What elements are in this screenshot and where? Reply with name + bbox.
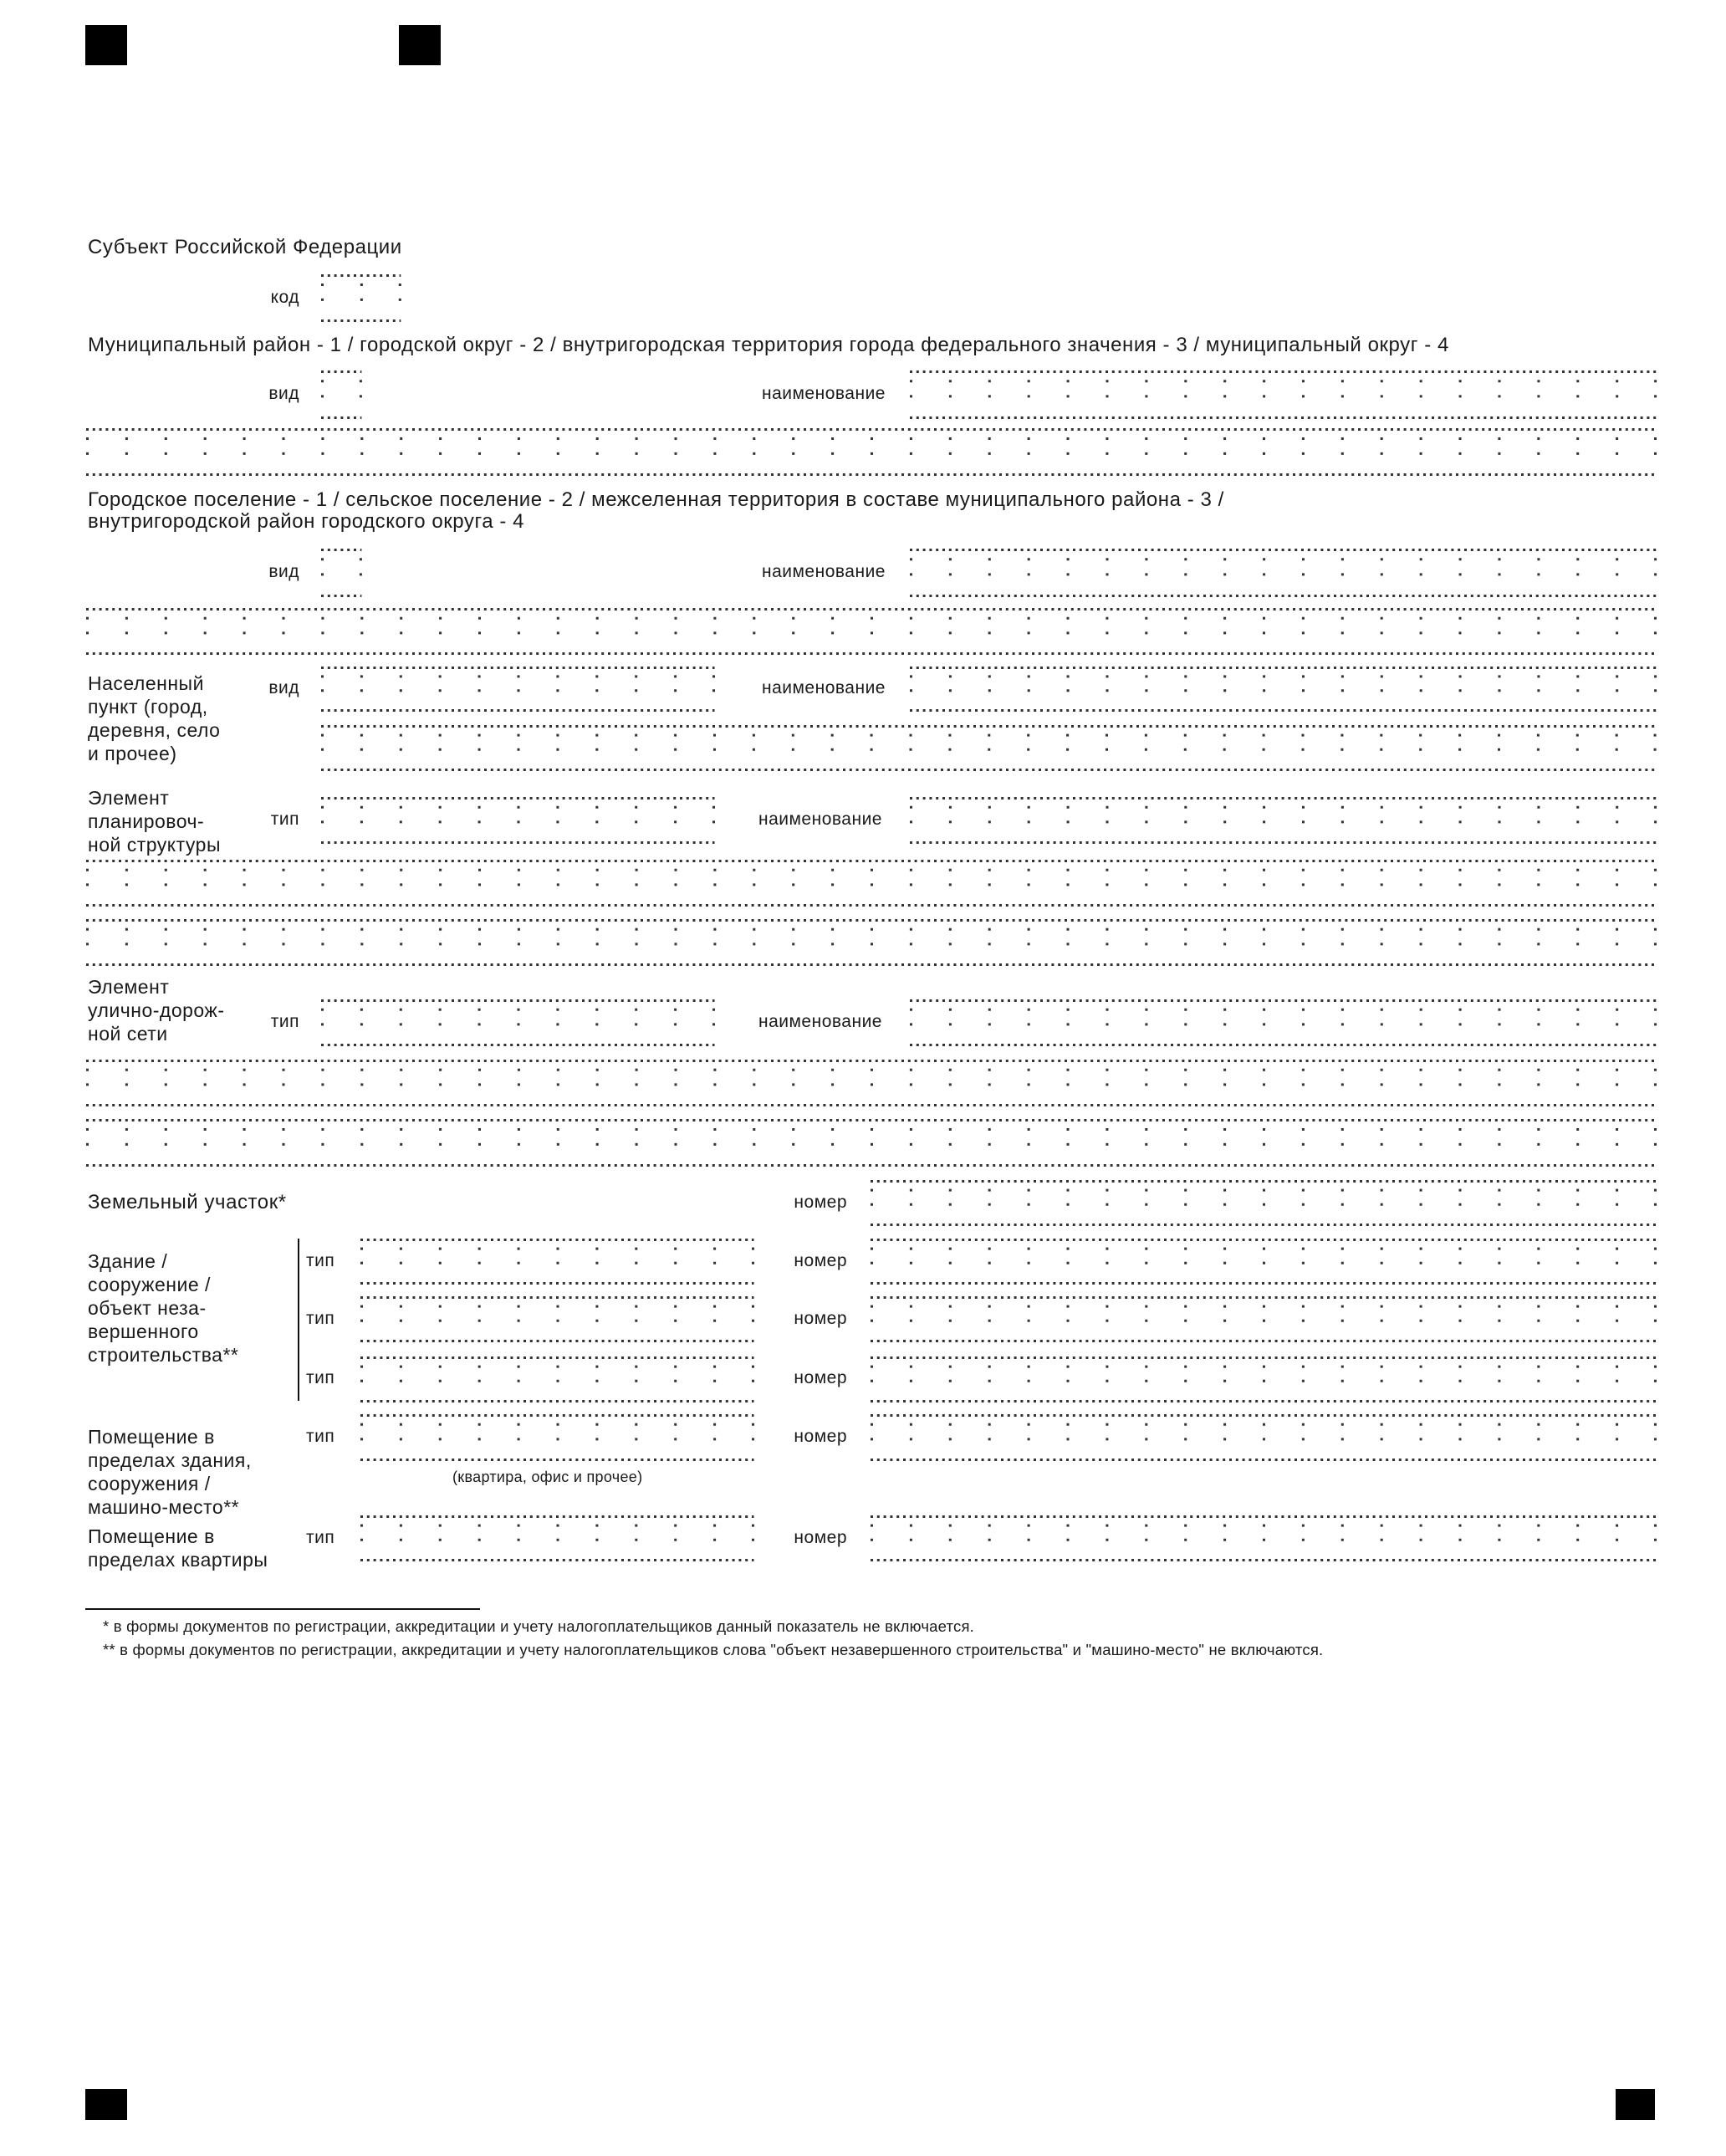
cell-grid bbox=[360, 1239, 755, 1285]
cell-grid bbox=[360, 1296, 755, 1343]
cell-grid bbox=[321, 274, 402, 323]
planning-element-name-continued-2[interactable] bbox=[86, 919, 1655, 964]
cell-grid bbox=[871, 1414, 1657, 1462]
apartment-room-title: Помещение в пределах квартиры bbox=[88, 1525, 268, 1571]
cell-grid bbox=[871, 1515, 1657, 1562]
building-type-label-3: тип bbox=[306, 1368, 335, 1387]
land-plot-title: Земельный участок* bbox=[88, 1191, 287, 1213]
building-number-label-1: номер bbox=[794, 1251, 847, 1270]
cell-grid bbox=[321, 549, 363, 598]
cell-grid bbox=[86, 608, 1657, 656]
premises-number-label: номер bbox=[794, 1427, 847, 1446]
building-number-field-2[interactable] bbox=[871, 1296, 1655, 1341]
cell-grid bbox=[86, 919, 1657, 967]
premises-title: Помещение в пределах здания, сооружения / машино-место** bbox=[88, 1426, 252, 1518]
registration-marker-bottom-right bbox=[1616, 2089, 1655, 2120]
apartment-room-type-label: тип bbox=[306, 1528, 335, 1547]
building-number-label-2: номер bbox=[794, 1309, 847, 1328]
settlement-name-field-continued[interactable] bbox=[86, 608, 1655, 653]
cell-grid bbox=[360, 1356, 755, 1403]
subject-code-field[interactable] bbox=[321, 274, 400, 320]
planning-element-title: Элемент планировоч- ной структуры bbox=[88, 787, 221, 856]
street-element-name-continued-2[interactable] bbox=[86, 1119, 1655, 1165]
cell-grid bbox=[86, 1060, 1657, 1107]
settlement-name-label: наименование bbox=[761, 562, 886, 581]
building-number-field-3[interactable] bbox=[871, 1356, 1655, 1401]
registration-marker-top-center bbox=[399, 25, 441, 65]
street-element-name-field[interactable] bbox=[910, 999, 1655, 1045]
planning-element-name-field[interactable] bbox=[910, 797, 1655, 842]
settlement-kind-field[interactable] bbox=[321, 549, 360, 595]
cell-grid bbox=[321, 725, 1657, 772]
planning-element-name-continued-1[interactable] bbox=[86, 860, 1655, 905]
street-element-name-label: наименование bbox=[758, 1012, 882, 1031]
premises-type-field[interactable] bbox=[360, 1414, 753, 1459]
cell-grid bbox=[871, 1239, 1657, 1285]
registration-marker-bottom-left bbox=[85, 2089, 127, 2120]
cell-grid bbox=[86, 428, 1657, 477]
settlement-name-field[interactable] bbox=[910, 549, 1655, 595]
cell-grid bbox=[871, 1180, 1657, 1227]
planning-element-name-label: наименование bbox=[758, 810, 882, 829]
locality-kind-label: вид bbox=[268, 678, 299, 697]
cell-grid bbox=[910, 797, 1657, 845]
locality-name-field[interactable] bbox=[910, 667, 1655, 710]
locality-kind-field[interactable] bbox=[321, 667, 713, 710]
municipal-kind-field[interactable] bbox=[321, 370, 360, 417]
footnote-1: * в формы документов по регистрации, аккредитации и учету налогоплательщиков данный показатель не включается. bbox=[103, 1617, 975, 1635]
cell-grid bbox=[321, 999, 716, 1047]
building-group-bracket bbox=[298, 1239, 299, 1401]
municipal-name-label: наименование bbox=[761, 384, 886, 403]
cell-grid bbox=[321, 370, 363, 420]
building-type-label-1: тип bbox=[306, 1251, 335, 1270]
building-type-field-1[interactable] bbox=[360, 1239, 753, 1283]
footnote-separator bbox=[85, 1608, 480, 1610]
cell-grid bbox=[86, 860, 1657, 907]
street-element-title: Элемент улично-дорож- ной сети bbox=[88, 976, 225, 1045]
land-plot-number-field[interactable] bbox=[871, 1180, 1655, 1224]
settlement-kind-label: вид bbox=[268, 562, 299, 581]
street-element-name-continued-1[interactable] bbox=[86, 1060, 1655, 1105]
premises-number-field[interactable] bbox=[871, 1414, 1655, 1459]
building-number-field-1[interactable] bbox=[871, 1239, 1655, 1283]
apartment-room-type-field[interactable] bbox=[360, 1515, 753, 1560]
settlement-heading-line1: Городское поселение - 1 / сельское поселение - 2 / межселенная территория в составе муниципального района - 3 / bbox=[88, 488, 1224, 511]
apartment-room-number-label: номер bbox=[794, 1528, 847, 1547]
subject-heading: Субъект Российской Федерации bbox=[88, 236, 402, 258]
cell-grid bbox=[910, 999, 1657, 1047]
premises-type-hint: (квартира, офис и прочее) bbox=[452, 1469, 643, 1485]
building-type-field-3[interactable] bbox=[360, 1356, 753, 1401]
cell-grid bbox=[871, 1356, 1657, 1403]
municipal-heading: Муниципальный район - 1 / городской округ - 2 / внутригородская территория города федерального значения - 3 / муниципальный округ - 4 bbox=[88, 334, 1449, 356]
cell-grid bbox=[910, 549, 1657, 598]
building-type-field-2[interactable] bbox=[360, 1296, 753, 1341]
street-element-type-label: тип bbox=[270, 1012, 299, 1031]
street-element-type-field[interactable] bbox=[321, 999, 713, 1045]
building-title: Здание / сооружение / объект неза- вершенного строительства** bbox=[88, 1250, 239, 1366]
locality-name-field-continued[interactable] bbox=[321, 725, 1655, 769]
municipal-name-field[interactable] bbox=[910, 370, 1655, 417]
municipal-name-field-continued[interactable] bbox=[86, 428, 1655, 474]
subject-code-label: код bbox=[270, 288, 299, 307]
cell-grid bbox=[910, 370, 1657, 420]
building-type-label-2: тип bbox=[306, 1309, 335, 1328]
planning-element-type-field[interactable] bbox=[321, 797, 713, 842]
cell-grid bbox=[321, 667, 716, 713]
municipal-kind-label: вид bbox=[268, 384, 299, 403]
premises-type-label: тип bbox=[306, 1427, 335, 1446]
cell-grid bbox=[871, 1296, 1657, 1343]
registration-marker-top-left bbox=[85, 25, 127, 65]
apartment-room-number-field[interactable] bbox=[871, 1515, 1655, 1560]
cell-grid bbox=[910, 667, 1657, 713]
cell-grid bbox=[86, 1119, 1657, 1167]
cell-grid bbox=[360, 1414, 755, 1462]
building-number-label-3: номер bbox=[794, 1368, 847, 1387]
footnote-2: ** в формы документов по регистрации, аккредитации и учету налогоплательщиков слова "объект незавершенного строительства" и "машино-место" не включаются. bbox=[103, 1641, 1324, 1658]
land-plot-number-label: номер bbox=[794, 1193, 847, 1212]
cell-grid bbox=[360, 1515, 755, 1562]
settlement-heading-line2: внутригородской район городского округа - 4 bbox=[88, 510, 524, 533]
cell-grid bbox=[321, 797, 716, 845]
planning-element-type-label: тип bbox=[270, 810, 299, 829]
locality-name-label: наименование bbox=[761, 678, 886, 697]
locality-title: Населенный пункт (город, деревня, село и прочее) bbox=[88, 672, 221, 764]
